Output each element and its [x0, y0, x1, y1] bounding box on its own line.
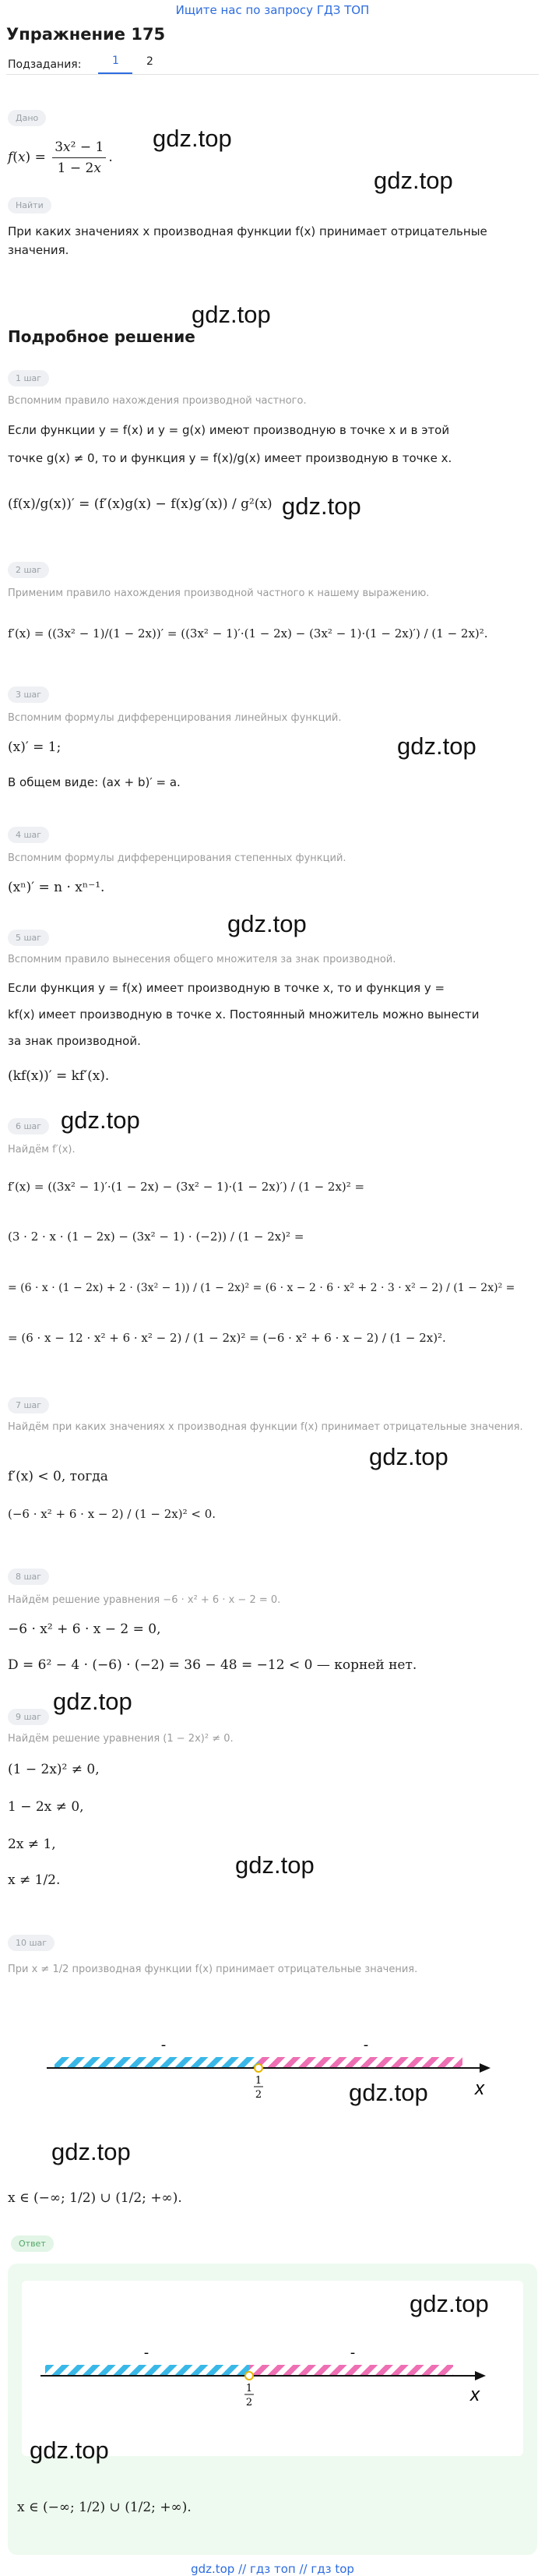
- step-note: Вспомним формулы дифференцирования линейных функций.: [8, 712, 342, 724]
- step-formula: (kf(x))′ = kf′(x).: [8, 1068, 110, 1084]
- step-badge: 8 шаг: [8, 1569, 49, 1585]
- step-formula: −6 · x² + 6 · x − 2 = 0,: [8, 1621, 161, 1637]
- step-note: Найдём решение уравнения (1 − 2x)² ≠ 0.: [8, 1733, 234, 1745]
- step-line: kf(x) имеет производную в точке x. Постоянный множитель можно вынести: [8, 1007, 480, 1022]
- given-formula: f(x) = $\frac{\text{3x² − 1}}{1 - 2x}$ .: [8, 137, 113, 178]
- step-badge: 3 шаг: [8, 686, 49, 703]
- step-formula: = (6 · x − 12 · x² + 6 · x² − 2) / (1 − 2x)² = (−6 · x² + 6 · x − 2) / (1 − 2x)².: [8, 1331, 446, 1345]
- axis-arrow-icon: [475, 2371, 486, 2380]
- step-note: Найдём f′(x).: [8, 1144, 76, 1156]
- step-badge: 7 шаг: [8, 1397, 49, 1413]
- interval-right: [258, 2057, 462, 2068]
- sign-left: -: [160, 2037, 167, 2053]
- watermark: gdz.top: [235, 1851, 315, 1879]
- interval-left: [54, 2057, 258, 2068]
- axis-label: x: [475, 2078, 484, 2099]
- tabs-divider: [6, 74, 539, 75]
- watermark: gdz.top: [192, 301, 271, 328]
- find-badge: Найти: [8, 197, 51, 213]
- tab-subtask-1[interactable]: 1: [98, 55, 132, 74]
- step-formula: 1 − 2x ≠ 0,: [8, 1799, 84, 1815]
- interval-left: [45, 2365, 249, 2376]
- step-badge: 5 шаг: [8, 930, 49, 946]
- step-formula: f′(x) = ((3x² − 1)′·(1 − 2x) − (3x² − 1)·(1 − 2x)′) / (1 − 2x)² =: [8, 1180, 365, 1194]
- solution-title: Подробное решение: [8, 327, 195, 346]
- answer-badge: Ответ: [11, 2235, 54, 2252]
- step-badge: 10 шаг: [8, 1935, 54, 1951]
- step-result: x ∈ (−∞; 1/2) ∪ (1/2; +∞).: [8, 2190, 182, 2206]
- excluded-point: [255, 2064, 262, 2072]
- sign-left: -: [143, 2345, 149, 2361]
- watermark: gdz.top: [61, 1106, 140, 1134]
- step-note: Найдём решение уравнения −6 · x² + 6 · x − 2 = 0.: [8, 1594, 281, 1606]
- find-text: При каких значениях x производная функции f(x) принимает отрицательные значения.: [8, 224, 487, 257]
- point-label-num: 1: [255, 2075, 262, 2087]
- page-title: Упражнение 175: [6, 25, 166, 44]
- subtasks-label: Подзадания:: [8, 58, 82, 71]
- step-formula: f′(x) < 0, тогда: [8, 1469, 108, 1484]
- step-line: В общем виде: (ax + b)′ = a.: [8, 775, 181, 789]
- step-note: Вспомним правило вынесения общего множителя за знак производной.: [8, 954, 396, 965]
- point-label-den: 2: [255, 2089, 262, 2101]
- step-note: Вспомним правило нахождения производной частного.: [8, 395, 307, 407]
- step-formula: (x)′ = 1;: [8, 739, 62, 755]
- step-note: Вспомним формулы дифференцирования степенных функций.: [8, 852, 346, 864]
- step-line: Если функции y = f(x) и y = g(x) имеют производную в точке x и в этой: [8, 423, 450, 437]
- watermark: gdz.top: [410, 2290, 489, 2317]
- step-formula: (−6 · x² + 6 · x − 2) / (1 − 2x)² < 0.: [8, 1507, 216, 1521]
- step-formula: 2x ≠ 1,: [8, 1837, 56, 1852]
- number-line: [39, 2034, 498, 2104]
- step-line: Если функция y = f(x) имеет производную в точке x, то и функция y =: [8, 981, 445, 995]
- step-note: При x ≠ 1/2 производная функции f(x) принимает отрицательные значения.: [8, 1964, 418, 1975]
- interval-right: [249, 2365, 453, 2376]
- step-formula: (3 · 2 · x · (1 − 2x) − (3x² − 1) · (−2)) / (1 − 2x)² =: [8, 1230, 304, 1244]
- step-formula: (f(x)/g(x))′ = (f′(x)g(x) − f(x)g′(x)) / g²(x): [8, 496, 272, 512]
- watermark: gdz.top: [369, 1443, 448, 1470]
- point-label-den: 2: [245, 2397, 253, 2408]
- subtasks-tabs: [8, 55, 545, 74]
- step-line: за знак производной.: [8, 1034, 141, 1048]
- answer-panel: [8, 2264, 537, 2555]
- sign-right: -: [363, 2037, 369, 2053]
- step-formula: = (6 · x · (1 − 2x) + 2 · (3x² − 1)) / (1 − 2x)² = (6 · x − 2 · 6 · x² + 2 · 3 · x² − 2) / (1 − 2x)² =: [8, 1282, 515, 1294]
- point-label-num: 1: [245, 2383, 253, 2394]
- step-badge: 9 шаг: [8, 1709, 49, 1725]
- answer-graph-card: [22, 2281, 523, 2456]
- watermark: gdz.top: [282, 492, 361, 520]
- step-formula: f′(x) = ((3x² − 1)/(1 − 2x))′ = ((3x² − 1)′·(1 − 2x) − (3x² − 1)·(1 − 2x)′) / (1 − 2x)².: [8, 626, 488, 640]
- watermark: gdz.top: [374, 167, 453, 194]
- step-formula: D = 6² − 4 · (−6) · (−2) = 36 − 48 = −12 < 0 — корней нет.: [8, 1657, 417, 1673]
- axis-arrow-icon: [480, 2063, 490, 2073]
- watermark: gdz.top: [349, 2079, 428, 2106]
- step-badge: 4 шаг: [8, 827, 49, 843]
- given-badge: Дано: [8, 110, 46, 126]
- watermark: gdz.top: [53, 1688, 132, 1715]
- watermark: gdz.top: [30, 2437, 109, 2464]
- step-badge: 6 шаг: [8, 1118, 49, 1134]
- answer-result: x ∈ (−∞; 1/2) ∪ (1/2; +∞).: [17, 2500, 192, 2515]
- watermark: gdz.top: [153, 125, 232, 152]
- axis-label: x: [470, 2384, 480, 2405]
- sign-right: -: [350, 2345, 356, 2361]
- excluded-point: [245, 2372, 253, 2380]
- step-formula: (1 − 2x)² ≠ 0,: [8, 1762, 100, 1777]
- watermark: gdz.top: [227, 910, 307, 937]
- step-line: точке g(x) ≠ 0, то и функция y = f(x)/g(x) имеет производную в точке x.: [8, 451, 452, 465]
- step-note: Найдём при каких значениях x производная функции f(x) принимает отрицательные значения.: [8, 1421, 523, 1433]
- step-formula: (xⁿ)′ = n · xⁿ⁻¹.: [8, 880, 105, 895]
- watermark: gdz.top: [397, 732, 476, 760]
- step-badge: 2 шаг: [8, 562, 49, 578]
- tab-subtask-2[interactable]: 2: [146, 55, 153, 68]
- answer-number-line: [37, 2343, 505, 2421]
- search-hint-link[interactable]: Ищите нас по запросу ГДЗ ТОП: [175, 3, 370, 17]
- footer-links[interactable]: gdz.top // гдз топ // гдз top: [191, 2562, 354, 2576]
- watermark: gdz.top: [51, 2138, 131, 2165]
- step-formula: x ≠ 1/2.: [8, 1872, 61, 1888]
- step-badge: 1 шаг: [8, 370, 49, 386]
- step-note: Применим правило нахождения производной частного к нашему выражению.: [8, 588, 430, 599]
